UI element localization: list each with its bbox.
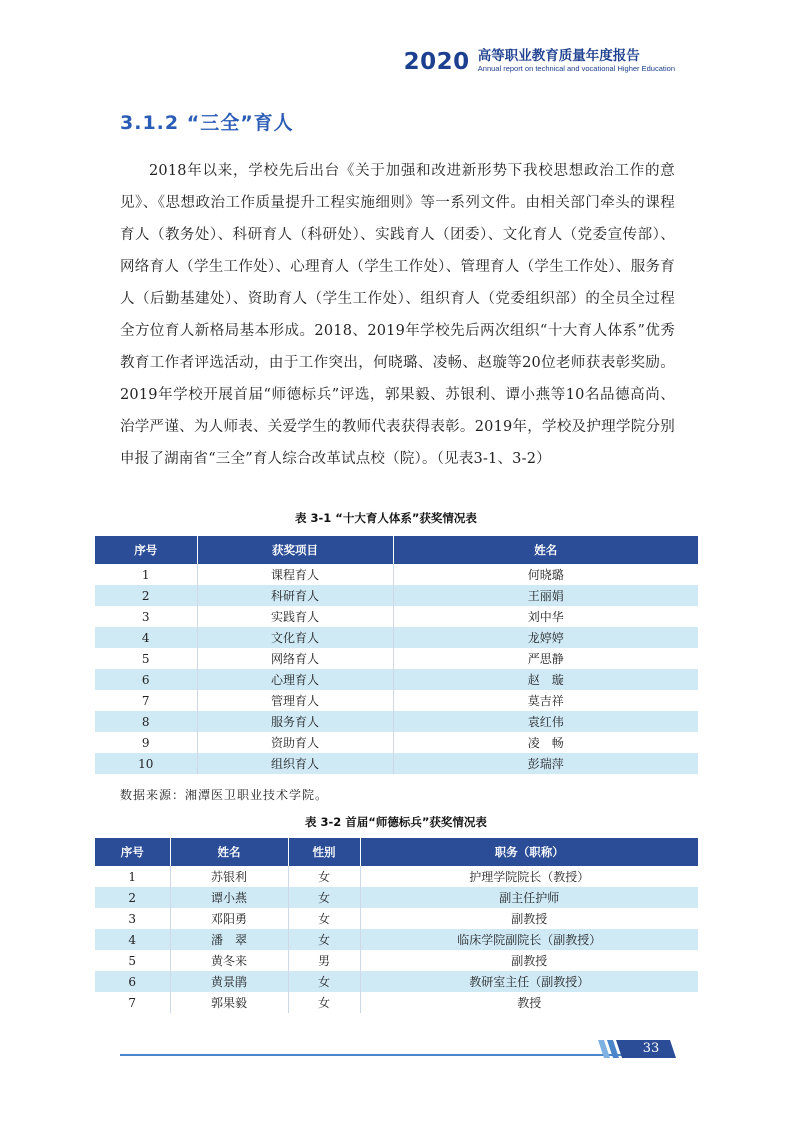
- table-cell: 管理育人: [197, 690, 393, 711]
- table-header-cell: 职务（职称）: [360, 838, 698, 866]
- table-cell: 女: [288, 971, 360, 992]
- table-row: [95, 606, 698, 627]
- table-cell: 9: [95, 732, 197, 753]
- table-cell: 临床学院副院长（副教授）: [360, 929, 698, 950]
- table-cell: 5: [95, 648, 197, 669]
- table-cell: 7: [95, 690, 197, 711]
- table-cell: 苏银利: [170, 866, 288, 887]
- table-cell: 2: [95, 585, 197, 606]
- table-cell: 1: [95, 866, 170, 887]
- table-cell: 女: [288, 866, 360, 887]
- table-cell: 黄冬来: [170, 950, 288, 971]
- table-header-cell: 序号: [95, 536, 197, 564]
- table-cell: 网络育人: [197, 648, 393, 669]
- table-row: [95, 908, 698, 929]
- table-cell: 实践育人: [197, 606, 393, 627]
- table-cell: 6: [95, 669, 197, 690]
- table-cell: 黄景鹃: [170, 971, 288, 992]
- table-row: [95, 732, 698, 753]
- table-header-cell: 姓名: [170, 838, 288, 866]
- table-row: [95, 564, 698, 585]
- table-header-cell: 序号: [95, 838, 170, 866]
- data-source-note: 数据来源：湘潭医卫职业技术学院。: [120, 788, 329, 802]
- table-cell: 莫吉祥: [527, 694, 564, 708]
- table-cell: 3: [95, 908, 170, 929]
- table-cell: 2: [95, 887, 170, 908]
- table-cell: 赵 璇: [393, 669, 698, 690]
- table-cell: 文化育人: [197, 627, 393, 648]
- table-row: [95, 669, 698, 690]
- page-number: 33: [642, 1041, 660, 1056]
- table-cell: 4: [95, 627, 197, 648]
- table-cell: 何晓璐: [527, 568, 564, 582]
- table2-body: [95, 866, 698, 1013]
- table-cell: 刘中华: [527, 610, 564, 624]
- table-row: [95, 648, 698, 669]
- table-cell: 王丽娟: [393, 585, 698, 606]
- table-cell: 谭小燕: [170, 887, 288, 908]
- table-row: [95, 929, 698, 950]
- table-header-cell: 性别: [288, 838, 360, 866]
- table-cell: 课程育人: [197, 564, 393, 585]
- table-cell: 5: [95, 950, 170, 971]
- table-cell: 严思静: [527, 652, 564, 666]
- body-paragraph: 2018年以来，学校先后出台《关于加强和改进新形势下我校思想政治工作的意见》、《思想政治工作质量提升工程实施细则》等一系列文件。由相关部门牵头的课程育人（教务处）、科研育人（科研处）、实践育人（团委）、文化育人（党委宣传部）、网络育人（学生工作处）、心理育人（学生工作处）、管理育人（学生工作处）、服务育人（后勤基建处）、资助育人（学生工作处）、组织育人（党委组织部）的全员全过程全方位育人新格局基本形成。2018、2019年学校先后两次组织“十大育人体系”优秀教育工作者评选活动，由于工作突出，何晓璐、凌畅、赵璇等20位老师获表彰奖励。2019年学校开展首届“师德标兵”评选，郭果毅、苏银利、谭小燕等10名品德高尚、治学严谨、为人师表、关爱学生的教师代表获得表彰。2019年，学校及护理学院分别申报了湖南省“三全”育人综合改革试点校（院）。（见表3-1、3-2）: [120, 163, 675, 467]
- header-title-cn: 高等职业教育质量年度报告: [477, 48, 640, 64]
- footer-rule: [120, 1054, 640, 1056]
- table-cell: 女: [288, 887, 360, 908]
- table-cell: 服务育人: [197, 711, 393, 732]
- table-cell: 副主任护师: [360, 887, 698, 908]
- table-header-row: [95, 536, 698, 564]
- table-cell: 6: [95, 971, 170, 992]
- table-cell: 4: [95, 929, 170, 950]
- table2-caption: 表 3-2 首届“师德标兵”获奖情况表: [305, 815, 487, 829]
- table-row: [95, 711, 698, 732]
- table-cell: 女: [288, 992, 360, 1013]
- table-cell: 龙婷婷: [393, 627, 698, 648]
- table-cell: 教授: [517, 996, 542, 1010]
- table-row: [95, 627, 698, 648]
- table-header-row: [95, 838, 698, 866]
- table-cell: 资助育人: [197, 732, 393, 753]
- table-row: [95, 887, 698, 908]
- table-cell: 3: [95, 606, 197, 627]
- table-cell: 科研育人: [197, 585, 393, 606]
- table-row: [95, 690, 698, 711]
- table-row: [95, 753, 698, 774]
- table-cell: 女: [288, 908, 360, 929]
- table-cell: 袁红伟: [393, 711, 698, 732]
- table-cell: 副教授: [511, 912, 548, 926]
- header-year: 2020: [403, 49, 470, 75]
- table-row: [95, 992, 698, 1013]
- table-cell: 郭果毅: [170, 992, 288, 1013]
- table-row: [95, 950, 698, 971]
- table-header-cell: 获奖项目: [197, 536, 393, 564]
- report-header: [404, 48, 675, 76]
- table-cell: 10: [95, 753, 197, 774]
- awards-table-ethics-models: [95, 838, 698, 1013]
- table-cell: 男: [288, 950, 360, 971]
- header-titles: [478, 48, 675, 73]
- table-cell: 女: [288, 929, 360, 950]
- table1-body: [95, 564, 698, 774]
- table-cell: 教研室主任（副教授）: [360, 971, 698, 992]
- table-cell: 副教授: [511, 954, 548, 968]
- table-cell: 凌 畅: [527, 736, 564, 750]
- table-cell: 1: [95, 564, 197, 585]
- table-header-cell: 姓名: [393, 536, 698, 564]
- table-cell: 心理育人: [197, 669, 393, 690]
- table-row: [95, 866, 698, 887]
- table-cell: 组织育人: [197, 753, 393, 774]
- table-cell: 彭瑞萍: [393, 753, 698, 774]
- table-cell: 邓阳勇: [170, 908, 288, 929]
- table-cell: 潘 翠: [170, 929, 288, 950]
- table1-caption: 表 3-1 “十大育人体系”获奖情况表: [295, 511, 477, 525]
- awards-table-ten-systems: [95, 536, 698, 774]
- section-title: 3.1.2 “三全”育人: [120, 112, 294, 134]
- header-title-en: Annual report on technical and vocational Higher Education: [477, 64, 675, 73]
- table-row: [95, 971, 698, 992]
- table-cell: 8: [95, 711, 197, 732]
- table-row: [95, 585, 698, 606]
- table-cell: 护理学院院长（教授）: [469, 870, 590, 884]
- table-cell: 7: [95, 992, 170, 1013]
